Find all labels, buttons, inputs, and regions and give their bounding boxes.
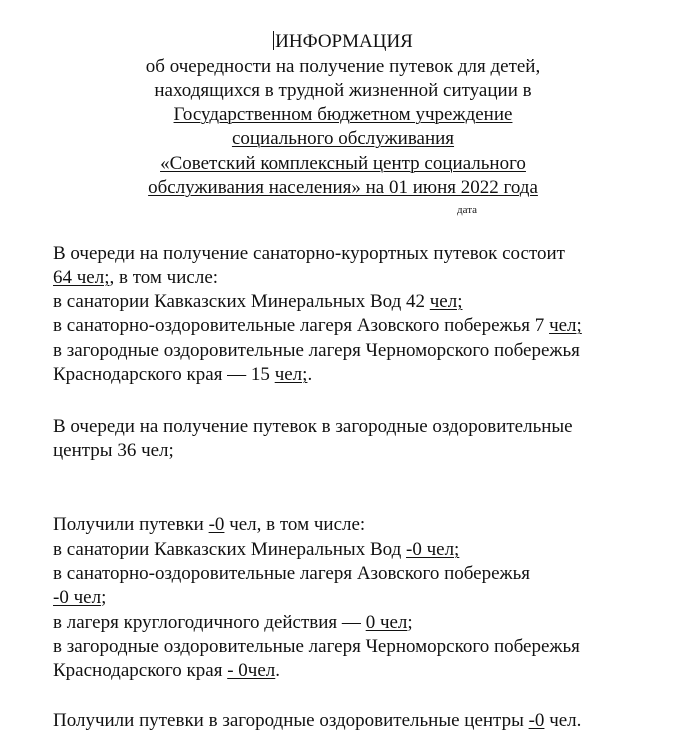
queue-krasnodar-line: Краснодарского края — 15 чел;. <box>53 364 313 385</box>
received-krasnodar-line: Краснодарского края - 0чел. <box>53 660 280 681</box>
queue-sanatorium-intro: В очереди на получение санаторно-курортных путевок состоит <box>53 243 565 264</box>
subtitle-line-1: об очередности на получение путевок для детей, <box>145 56 541 77</box>
received-blacksea-line: в загородные оздоровительные лагеря Черноморского побережья <box>53 636 580 657</box>
received-azov-count: -0 чел; <box>53 587 107 608</box>
institution-line-2: социального обслуживания <box>231 128 455 149</box>
institution-line-3: «Советский комплексный центр социального <box>160 153 526 174</box>
received-yearround-line: в лагеря круглогодичного действия — 0 чел; <box>53 612 413 633</box>
queue-kmv-line: в санатории Кавказских Минеральных Вод 42 чел; <box>53 291 463 312</box>
received-kmv-line: в санатории Кавказских Минеральных Вод -0 чел; <box>53 539 460 560</box>
institution-line-1: Государственном бюджетном учреждение <box>173 104 513 125</box>
document-title: ИНФОРМАЦИЯ <box>275 31 413 52</box>
queue-blacksea-line: в загородные оздоровительные лагеря Черноморского побережья <box>53 340 580 361</box>
received-intro: Получили путевки -0 чел, в том числе: <box>53 514 366 535</box>
queue-sanatorium-total: 64 чел;, в том числе: <box>53 267 219 288</box>
subtitle-line-2: находящихся в трудной жизненной ситуации в <box>154 80 532 101</box>
received-azov-line: в санаторно-оздоровительные лагеря Азовского побережья <box>53 563 531 584</box>
queue-centers-line-1: В очереди на получение путевок в загородные оздоровительные <box>53 416 573 437</box>
queue-centers-line-2: центры 36 чел; <box>53 440 174 461</box>
text-cursor <box>273 31 274 50</box>
institution-date-line: обслуживания населения» на 01 июня 2022 года <box>148 177 538 198</box>
received-centers-line: Получили путевки в загородные оздоровительные центры -0 чел. <box>53 710 582 731</box>
date-caption: дата <box>457 204 478 216</box>
queue-azov-line: в санаторно-оздоровительные лагеря Азовского побережья 7 чел; <box>53 315 582 336</box>
